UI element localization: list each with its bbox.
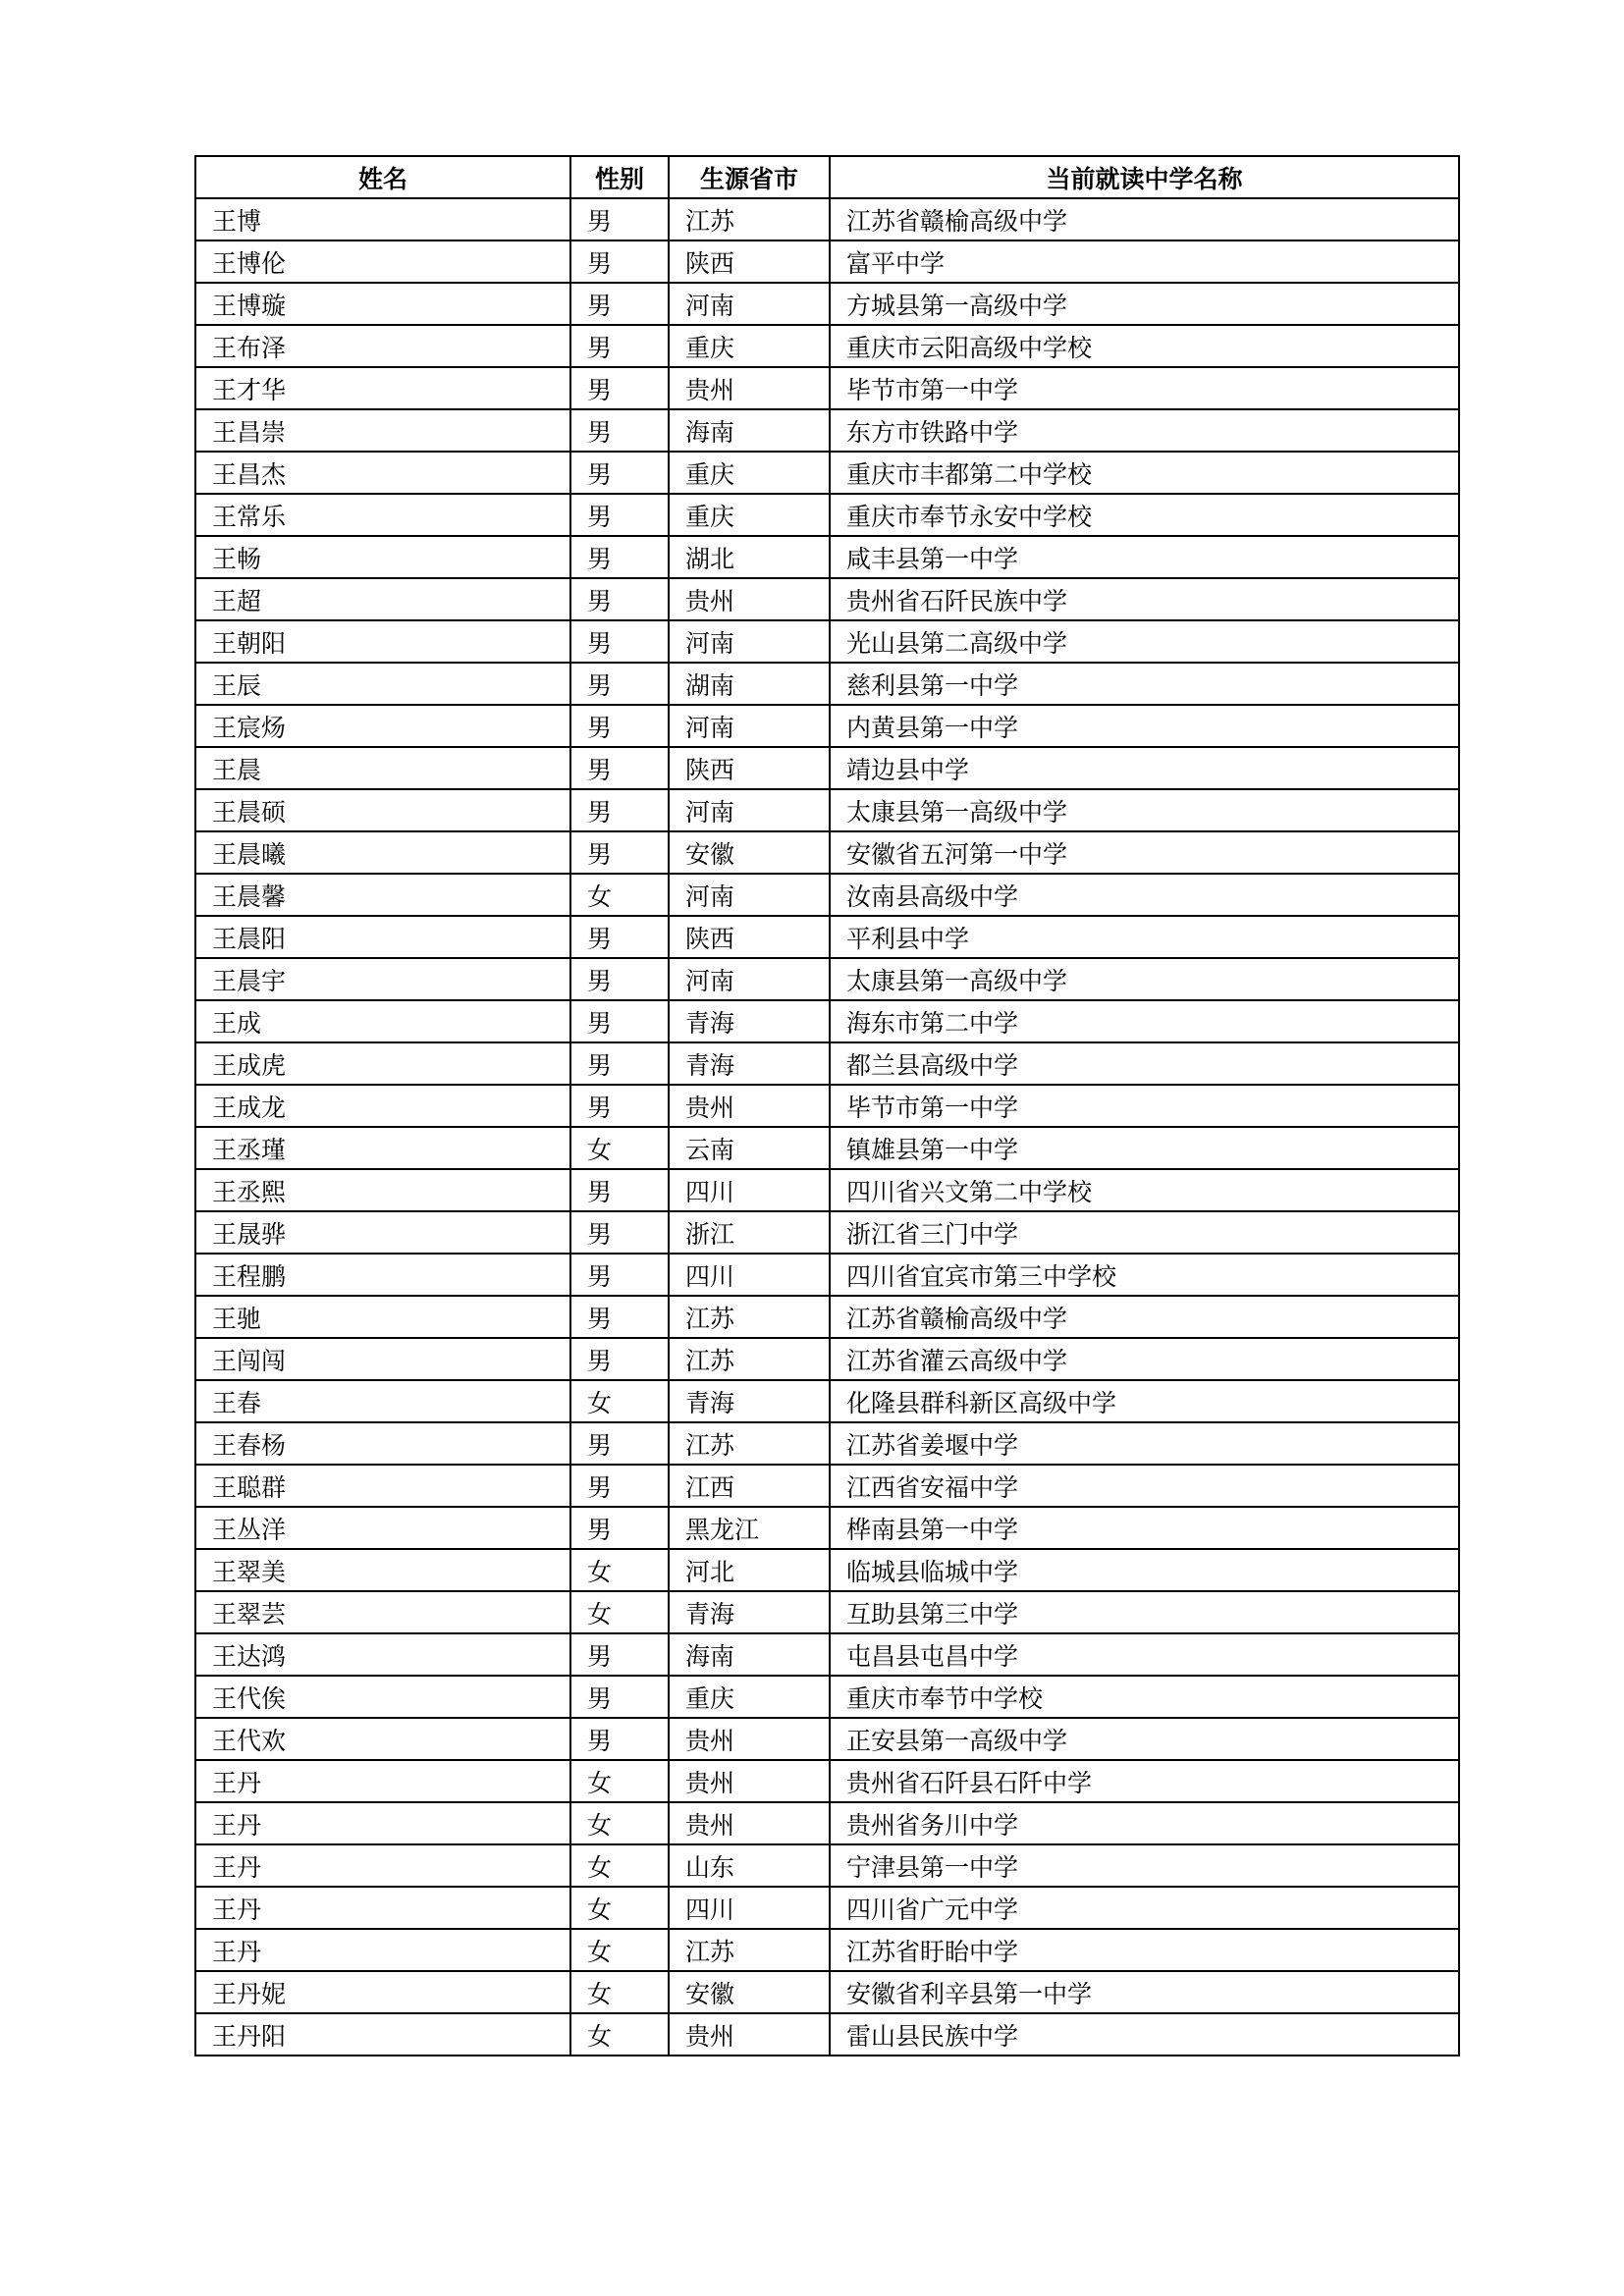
table-row bbox=[195, 1211, 1459, 1254]
cell-school: 毕节市第一中学 bbox=[830, 367, 1459, 409]
cell-name: 王昌崇 bbox=[195, 409, 570, 452]
cell-gender: 男 bbox=[570, 958, 669, 1000]
cell-school: 都兰县高级中学 bbox=[830, 1042, 1459, 1085]
cell-gender: 男 bbox=[570, 452, 669, 494]
table-row bbox=[195, 1254, 1459, 1296]
cell-school: 四川省广元中学 bbox=[830, 1887, 1459, 1929]
cell-province: 河南 bbox=[669, 874, 830, 916]
cell-name: 王晨 bbox=[195, 747, 570, 789]
table-row bbox=[195, 1802, 1459, 1844]
cell-school: 四川省宜宾市第三中学校 bbox=[830, 1254, 1459, 1296]
cell-name: 王昌杰 bbox=[195, 452, 570, 494]
cell-gender: 男 bbox=[570, 283, 669, 325]
cell-gender: 男 bbox=[570, 663, 669, 705]
cell-name: 王成 bbox=[195, 1000, 570, 1042]
cell-gender: 女 bbox=[570, 1127, 669, 1169]
cell-name: 王超 bbox=[195, 578, 570, 620]
cell-province: 青海 bbox=[669, 1591, 830, 1633]
table-row bbox=[195, 747, 1459, 789]
cell-name: 王程鹏 bbox=[195, 1254, 570, 1296]
cell-name: 王晨阳 bbox=[195, 916, 570, 958]
cell-gender: 男 bbox=[570, 620, 669, 663]
cell-school: 太康县第一高级中学 bbox=[830, 789, 1459, 831]
cell-school: 安徽省五河第一中学 bbox=[830, 831, 1459, 874]
cell-province: 江苏 bbox=[669, 1296, 830, 1338]
cell-school: 宁津县第一中学 bbox=[830, 1844, 1459, 1887]
cell-school: 太康县第一高级中学 bbox=[830, 958, 1459, 1000]
table-row bbox=[195, 1465, 1459, 1507]
cell-province: 贵州 bbox=[669, 578, 830, 620]
cell-name: 王博伦 bbox=[195, 240, 570, 283]
cell-name: 王丞熙 bbox=[195, 1169, 570, 1211]
cell-school: 重庆市云阳高级中学校 bbox=[830, 325, 1459, 367]
cell-name: 王晟骅 bbox=[195, 1211, 570, 1254]
cell-school: 内黄县第一中学 bbox=[830, 705, 1459, 747]
cell-school: 贵州省石阡民族中学 bbox=[830, 578, 1459, 620]
cell-province: 重庆 bbox=[669, 325, 830, 367]
cell-school: 重庆市奉节永安中学校 bbox=[830, 494, 1459, 536]
cell-gender: 男 bbox=[570, 367, 669, 409]
cell-gender: 男 bbox=[570, 1296, 669, 1338]
table-row bbox=[195, 958, 1459, 1000]
table-row bbox=[195, 578, 1459, 620]
table-header-row bbox=[195, 156, 1459, 198]
cell-school: 桦南县第一中学 bbox=[830, 1507, 1459, 1549]
table-row bbox=[195, 874, 1459, 916]
cell-gender: 男 bbox=[570, 578, 669, 620]
cell-name: 王辰 bbox=[195, 663, 570, 705]
cell-gender: 女 bbox=[570, 1844, 669, 1887]
cell-name: 王丹阳 bbox=[195, 2013, 570, 2056]
table-row bbox=[195, 1760, 1459, 1802]
cell-gender: 男 bbox=[570, 747, 669, 789]
cell-name: 王博璇 bbox=[195, 283, 570, 325]
cell-province: 重庆 bbox=[669, 1676, 830, 1718]
cell-province: 贵州 bbox=[669, 2013, 830, 2056]
cell-province: 河北 bbox=[669, 1549, 830, 1591]
cell-school: 贵州省石阡县石阡中学 bbox=[830, 1760, 1459, 1802]
cell-name: 王翠芸 bbox=[195, 1591, 570, 1633]
cell-province: 湖南 bbox=[669, 663, 830, 705]
cell-province: 海南 bbox=[669, 409, 830, 452]
cell-school: 互助县第三中学 bbox=[830, 1591, 1459, 1633]
cell-school: 江苏省盱眙中学 bbox=[830, 1929, 1459, 1971]
student-table bbox=[194, 155, 1460, 2056]
cell-province: 安徽 bbox=[669, 1971, 830, 2013]
cell-gender: 男 bbox=[570, 1338, 669, 1380]
cell-school: 富平中学 bbox=[830, 240, 1459, 283]
cell-name: 王春 bbox=[195, 1380, 570, 1422]
cell-school: 正安县第一高级中学 bbox=[830, 1718, 1459, 1760]
cell-school: 江苏省赣榆高级中学 bbox=[830, 198, 1459, 240]
table-row bbox=[195, 831, 1459, 874]
cell-name: 王丹 bbox=[195, 1929, 570, 1971]
cell-gender: 男 bbox=[570, 1169, 669, 1211]
table-row bbox=[195, 198, 1459, 240]
cell-school: 平利县中学 bbox=[830, 916, 1459, 958]
cell-school: 光山县第二高级中学 bbox=[830, 620, 1459, 663]
table-row bbox=[195, 536, 1459, 578]
cell-gender: 男 bbox=[570, 409, 669, 452]
cell-gender: 女 bbox=[570, 1591, 669, 1633]
cell-gender: 男 bbox=[570, 789, 669, 831]
cell-school: 毕节市第一中学 bbox=[830, 1085, 1459, 1127]
table-row bbox=[195, 1380, 1459, 1422]
table-row bbox=[195, 1718, 1459, 1760]
cell-name: 王丹 bbox=[195, 1844, 570, 1887]
cell-name: 王驰 bbox=[195, 1296, 570, 1338]
cell-gender: 男 bbox=[570, 494, 669, 536]
cell-school: 临城县临城中学 bbox=[830, 1549, 1459, 1591]
table-body bbox=[195, 198, 1459, 2056]
table-row bbox=[195, 663, 1459, 705]
cell-province: 贵州 bbox=[669, 1718, 830, 1760]
cell-gender: 男 bbox=[570, 1465, 669, 1507]
cell-province: 青海 bbox=[669, 1000, 830, 1042]
cell-province: 青海 bbox=[669, 1042, 830, 1085]
table-row bbox=[195, 1633, 1459, 1676]
cell-province: 河南 bbox=[669, 705, 830, 747]
cell-name: 王成龙 bbox=[195, 1085, 570, 1127]
cell-province: 重庆 bbox=[669, 452, 830, 494]
cell-gender: 男 bbox=[570, 198, 669, 240]
cell-gender: 女 bbox=[570, 1549, 669, 1591]
cell-province: 浙江 bbox=[669, 1211, 830, 1254]
cell-name: 王春杨 bbox=[195, 1422, 570, 1465]
cell-name: 王博 bbox=[195, 198, 570, 240]
cell-gender: 男 bbox=[570, 1211, 669, 1254]
cell-province: 贵州 bbox=[669, 1802, 830, 1844]
cell-school: 重庆市丰都第二中学校 bbox=[830, 452, 1459, 494]
table-row bbox=[195, 1085, 1459, 1127]
cell-school: 浙江省三门中学 bbox=[830, 1211, 1459, 1254]
cell-school: 东方市铁路中学 bbox=[830, 409, 1459, 452]
cell-province: 安徽 bbox=[669, 831, 830, 874]
cell-name: 王丹 bbox=[195, 1802, 570, 1844]
header-gender: 性别 bbox=[570, 156, 669, 198]
cell-school: 贵州省务川中学 bbox=[830, 1802, 1459, 1844]
cell-gender: 男 bbox=[570, 1254, 669, 1296]
cell-school: 汝南县高级中学 bbox=[830, 874, 1459, 916]
cell-gender: 男 bbox=[570, 916, 669, 958]
table-row bbox=[195, 1591, 1459, 1633]
table-row bbox=[195, 240, 1459, 283]
cell-province: 海南 bbox=[669, 1633, 830, 1676]
cell-name: 王代俟 bbox=[195, 1676, 570, 1718]
cell-school: 四川省兴文第二中学校 bbox=[830, 1169, 1459, 1211]
table-row bbox=[195, 325, 1459, 367]
cell-gender: 男 bbox=[570, 325, 669, 367]
cell-name: 王畅 bbox=[195, 536, 570, 578]
cell-province: 河南 bbox=[669, 283, 830, 325]
table-row bbox=[195, 1296, 1459, 1338]
cell-gender: 女 bbox=[570, 2013, 669, 2056]
table-row bbox=[195, 705, 1459, 747]
cell-province: 河南 bbox=[669, 620, 830, 663]
header-name: 姓名 bbox=[195, 156, 570, 198]
cell-name: 王丞瑾 bbox=[195, 1127, 570, 1169]
table-row bbox=[195, 620, 1459, 663]
cell-gender: 男 bbox=[570, 1422, 669, 1465]
cell-school: 咸丰县第一中学 bbox=[830, 536, 1459, 578]
table-row bbox=[195, 1676, 1459, 1718]
cell-gender: 女 bbox=[570, 874, 669, 916]
cell-school: 化隆县群科新区高级中学 bbox=[830, 1380, 1459, 1422]
table-row bbox=[195, 1887, 1459, 1929]
table-row bbox=[195, 1549, 1459, 1591]
table-row bbox=[195, 1971, 1459, 2013]
cell-name: 王达鸿 bbox=[195, 1633, 570, 1676]
cell-name: 王代欢 bbox=[195, 1718, 570, 1760]
cell-gender: 女 bbox=[570, 1760, 669, 1802]
cell-school: 方城县第一高级中学 bbox=[830, 283, 1459, 325]
cell-school: 江苏省姜堰中学 bbox=[830, 1422, 1459, 1465]
cell-province: 湖北 bbox=[669, 536, 830, 578]
cell-name: 王丛洋 bbox=[195, 1507, 570, 1549]
table-row bbox=[195, 789, 1459, 831]
cell-school: 重庆市奉节中学校 bbox=[830, 1676, 1459, 1718]
cell-school: 慈利县第一中学 bbox=[830, 663, 1459, 705]
cell-gender: 男 bbox=[570, 1085, 669, 1127]
cell-name: 王朝阳 bbox=[195, 620, 570, 663]
table-row bbox=[195, 1929, 1459, 1971]
cell-province: 陕西 bbox=[669, 916, 830, 958]
cell-gender: 男 bbox=[570, 536, 669, 578]
cell-province: 陕西 bbox=[669, 240, 830, 283]
header-province: 生源省市 bbox=[669, 156, 830, 198]
cell-school: 安徽省利辛县第一中学 bbox=[830, 1971, 1459, 2013]
table-row bbox=[195, 916, 1459, 958]
cell-gender: 男 bbox=[570, 1042, 669, 1085]
cell-name: 王成虎 bbox=[195, 1042, 570, 1085]
cell-province: 陕西 bbox=[669, 747, 830, 789]
cell-gender: 男 bbox=[570, 240, 669, 283]
cell-gender: 男 bbox=[570, 1718, 669, 1760]
cell-province: 河南 bbox=[669, 789, 830, 831]
cell-school: 屯昌县屯昌中学 bbox=[830, 1633, 1459, 1676]
cell-province: 四川 bbox=[669, 1887, 830, 1929]
cell-province: 贵州 bbox=[669, 367, 830, 409]
cell-province: 四川 bbox=[669, 1169, 830, 1211]
cell-gender: 女 bbox=[570, 1971, 669, 2013]
cell-province: 河南 bbox=[669, 958, 830, 1000]
cell-school: 靖边县中学 bbox=[830, 747, 1459, 789]
cell-name: 王晨馨 bbox=[195, 874, 570, 916]
cell-province: 黑龙江 bbox=[669, 1507, 830, 1549]
cell-school: 海东市第二中学 bbox=[830, 1000, 1459, 1042]
cell-gender: 女 bbox=[570, 1887, 669, 1929]
cell-gender: 女 bbox=[570, 1802, 669, 1844]
cell-province: 江西 bbox=[669, 1465, 830, 1507]
table-row bbox=[195, 452, 1459, 494]
cell-name: 王翠美 bbox=[195, 1549, 570, 1591]
cell-school: 江苏省灌云高级中学 bbox=[830, 1338, 1459, 1380]
cell-gender: 女 bbox=[570, 1929, 669, 1971]
cell-name: 王丹 bbox=[195, 1887, 570, 1929]
cell-name: 王晨曦 bbox=[195, 831, 570, 874]
cell-name: 王布泽 bbox=[195, 325, 570, 367]
cell-gender: 男 bbox=[570, 1000, 669, 1042]
cell-name: 王宸炀 bbox=[195, 705, 570, 747]
cell-province: 青海 bbox=[669, 1380, 830, 1422]
cell-gender: 男 bbox=[570, 705, 669, 747]
cell-name: 王丹妮 bbox=[195, 1971, 570, 2013]
table-row bbox=[195, 409, 1459, 452]
cell-province: 四川 bbox=[669, 1254, 830, 1296]
cell-province: 云南 bbox=[669, 1127, 830, 1169]
cell-school: 镇雄县第一中学 bbox=[830, 1127, 1459, 1169]
cell-province: 江苏 bbox=[669, 1929, 830, 1971]
table-row bbox=[195, 1169, 1459, 1211]
cell-province: 贵州 bbox=[669, 1085, 830, 1127]
cell-gender: 男 bbox=[570, 831, 669, 874]
cell-province: 江苏 bbox=[669, 198, 830, 240]
cell-name: 王晨硕 bbox=[195, 789, 570, 831]
cell-province: 重庆 bbox=[669, 494, 830, 536]
table-row bbox=[195, 1127, 1459, 1169]
table-row bbox=[195, 367, 1459, 409]
cell-name: 王才华 bbox=[195, 367, 570, 409]
cell-school: 江西省安福中学 bbox=[830, 1465, 1459, 1507]
table-row bbox=[195, 1507, 1459, 1549]
cell-school: 江苏省赣榆高级中学 bbox=[830, 1296, 1459, 1338]
cell-name: 王常乐 bbox=[195, 494, 570, 536]
cell-name: 王晨宇 bbox=[195, 958, 570, 1000]
table-row bbox=[195, 283, 1459, 325]
table-row bbox=[195, 2013, 1459, 2056]
cell-province: 江苏 bbox=[669, 1422, 830, 1465]
cell-school: 雷山县民族中学 bbox=[830, 2013, 1459, 2056]
cell-province: 江苏 bbox=[669, 1338, 830, 1380]
table-row bbox=[195, 494, 1459, 536]
table-row bbox=[195, 1000, 1459, 1042]
cell-name: 王丹 bbox=[195, 1760, 570, 1802]
table-row bbox=[195, 1422, 1459, 1465]
table-row bbox=[195, 1338, 1459, 1380]
cell-province: 贵州 bbox=[669, 1760, 830, 1802]
cell-gender: 男 bbox=[570, 1633, 669, 1676]
table-row bbox=[195, 1844, 1459, 1887]
header-school: 当前就读中学名称 bbox=[830, 156, 1459, 198]
cell-gender: 男 bbox=[570, 1507, 669, 1549]
cell-gender: 女 bbox=[570, 1380, 669, 1422]
table-row bbox=[195, 1042, 1459, 1085]
cell-name: 王聪群 bbox=[195, 1465, 570, 1507]
cell-name: 王闯闯 bbox=[195, 1338, 570, 1380]
cell-province: 山东 bbox=[669, 1844, 830, 1887]
cell-gender: 男 bbox=[570, 1676, 669, 1718]
